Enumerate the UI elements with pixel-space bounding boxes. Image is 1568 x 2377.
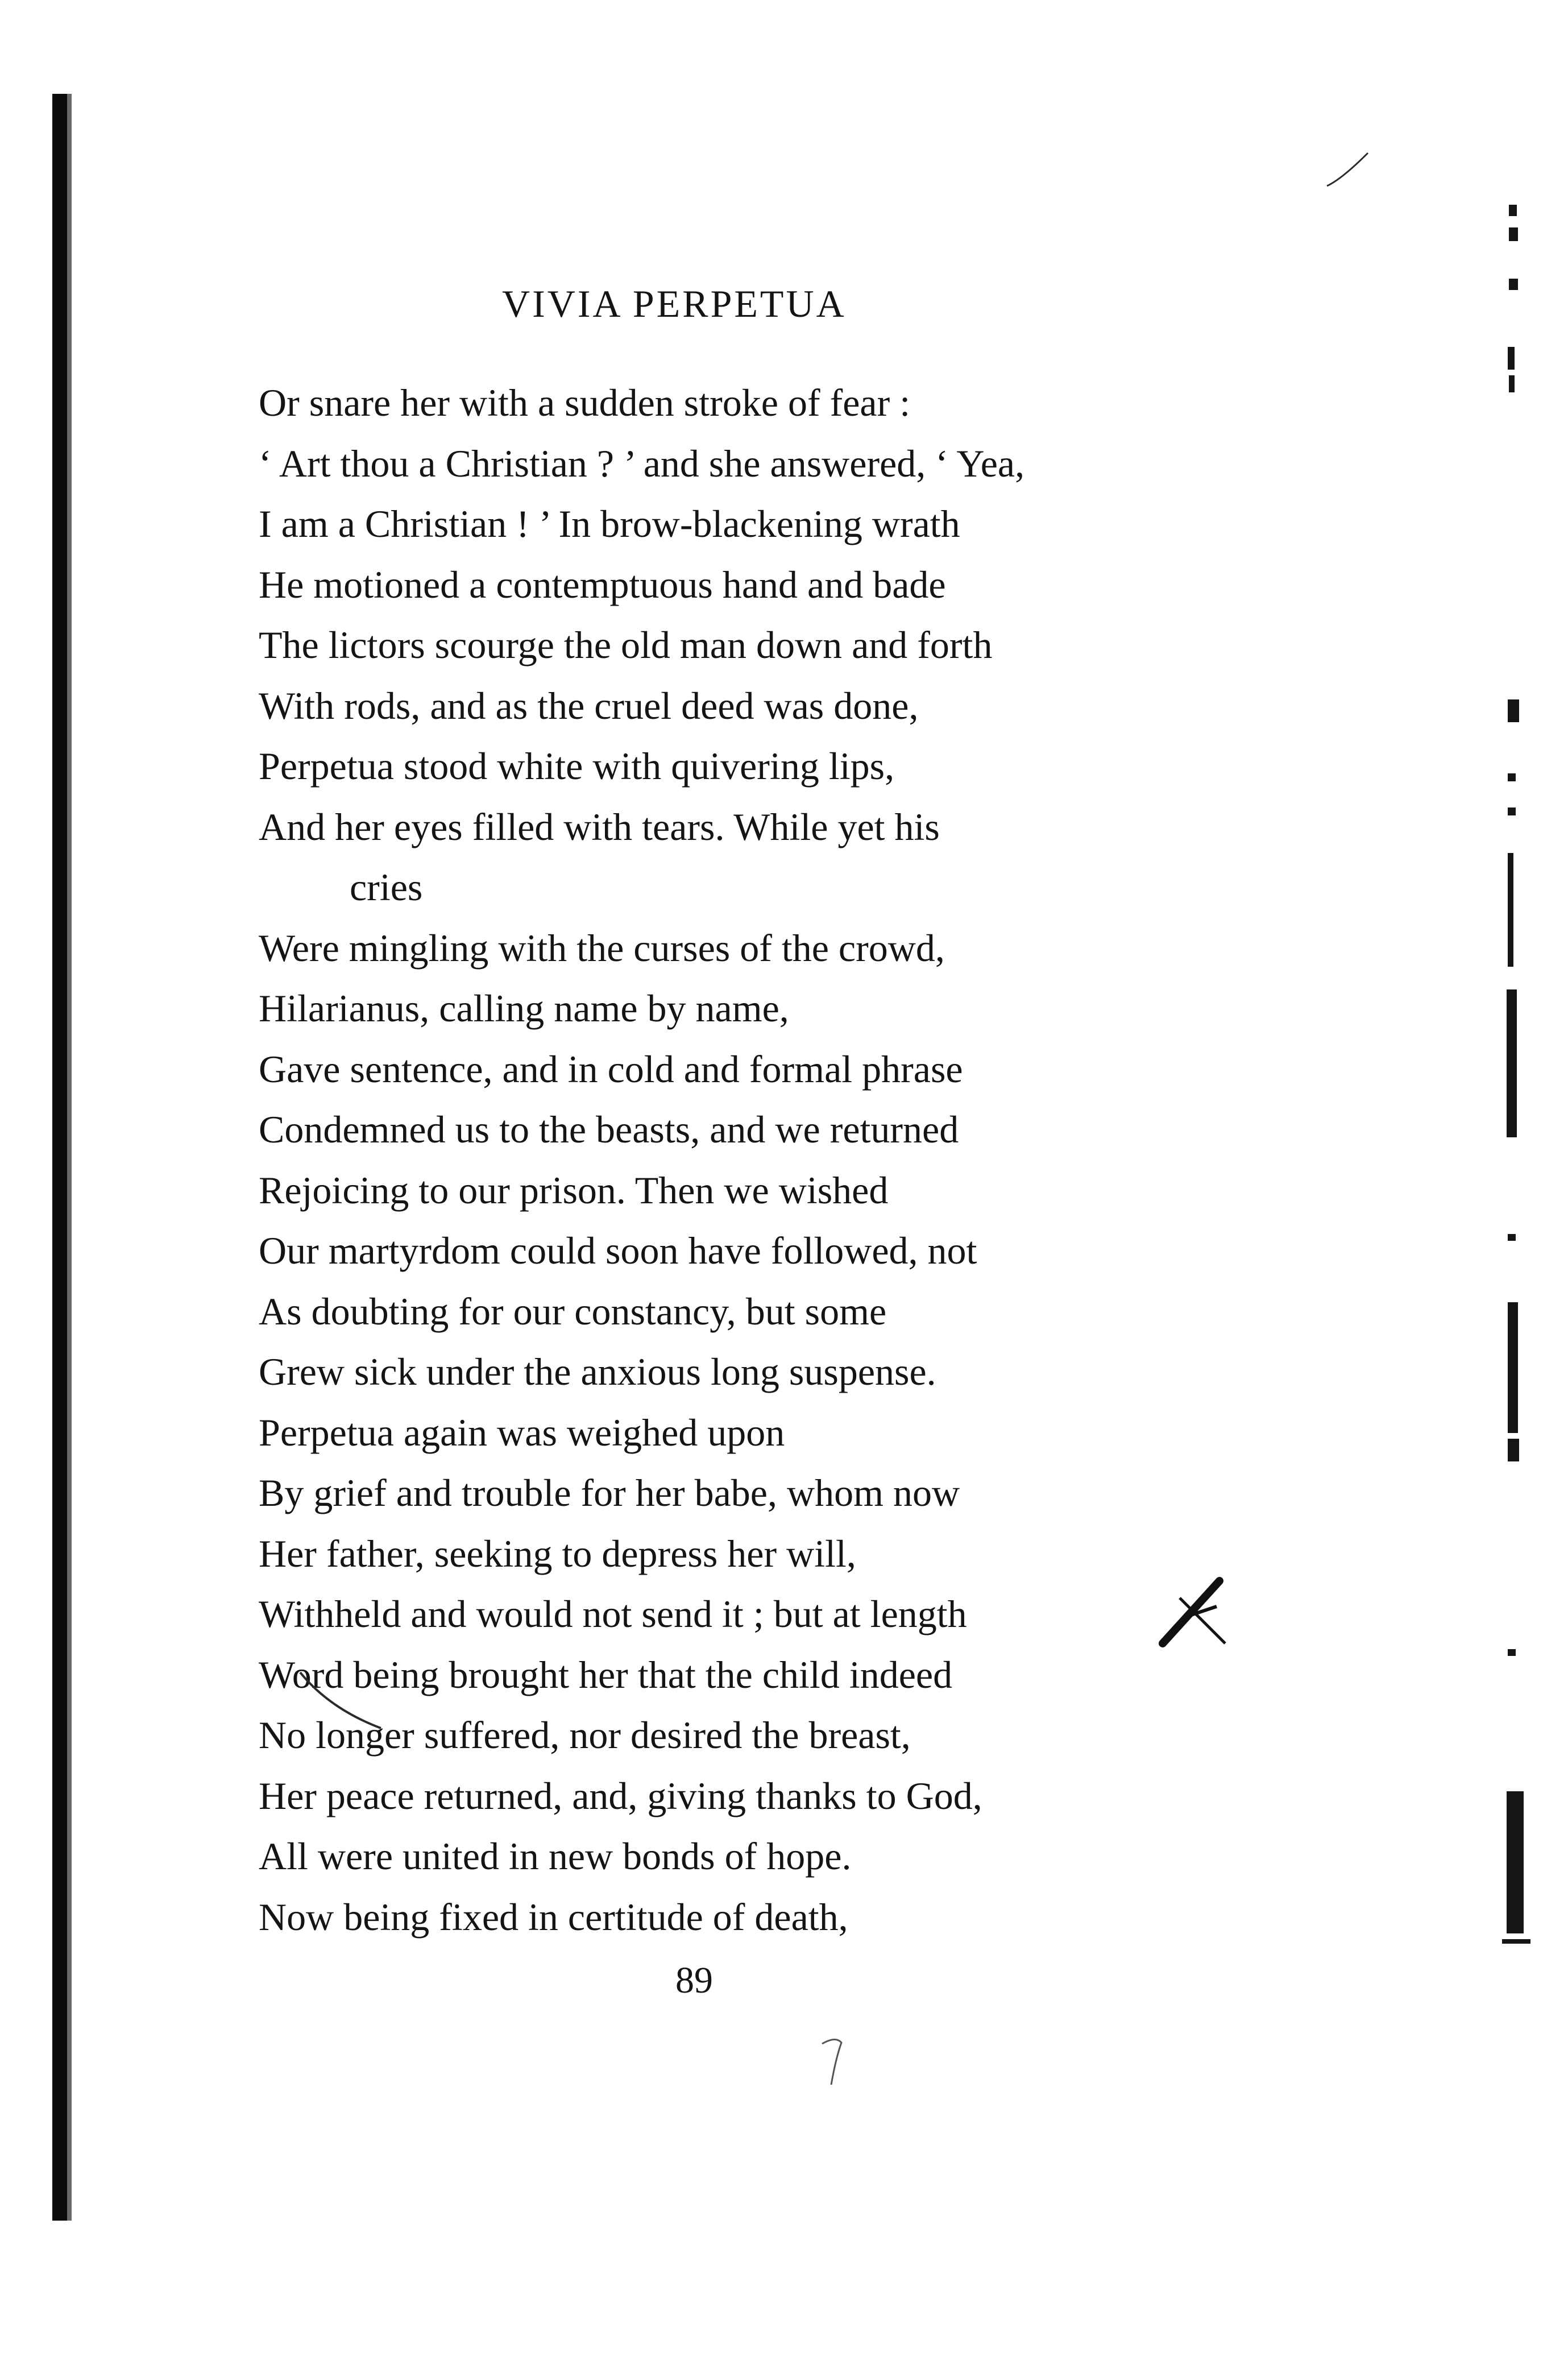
poem-line: Were mingling with the curses of the crowd, bbox=[259, 926, 945, 970]
pen-tick-mark-icon bbox=[1325, 151, 1370, 191]
poem-line: Now being fixed in certitude of death, bbox=[259, 1895, 848, 1939]
page-number: 89 bbox=[675, 1960, 713, 2001]
binding-edge bbox=[52, 94, 67, 2221]
poem-line: Grew sick under the anxious long suspense. bbox=[259, 1350, 936, 1393]
poem-line: I am a Christian ! ’ In brow-blackening wrath bbox=[259, 502, 960, 545]
poem-line: With rods, and as the cruel deed was done, bbox=[259, 684, 919, 727]
poem-line: Gave sentence, and in cold and formal phrase bbox=[259, 1047, 963, 1091]
poem-text bbox=[259, 372, 1254, 1947]
poem-line: Her peace returned, and, giving thanks to God, bbox=[259, 1774, 982, 1817]
poem-line: Rejoicing to our prison. Then we wished bbox=[259, 1168, 889, 1212]
poem-line: ‘ Art thou a Christian ? ’ and she answered, ‘ Yea, bbox=[259, 441, 1025, 485]
poem-line: Our martyrdom could soon have followed, not bbox=[259, 1229, 977, 1272]
poem-line-turnover: cries bbox=[350, 866, 423, 909]
poem-line: Condemned us to the beasts, and we returned bbox=[259, 1108, 959, 1151]
poem-line: All were united in new bonds of hope. bbox=[259, 1834, 852, 1878]
poem-line: And her eyes filled with tears. While yet his bbox=[259, 805, 940, 848]
poem-line: Or snare her with a sudden stroke of fear : bbox=[259, 381, 911, 424]
poem-line: Perpetua again was weighed upon bbox=[259, 1410, 785, 1454]
pen-stroke-mark-icon bbox=[296, 1669, 387, 1732]
poem-line: Withheld and would not send it ; but at length bbox=[259, 1592, 967, 1635]
pencil-mark-icon bbox=[819, 2036, 853, 2087]
binding-edge-shadow bbox=[67, 94, 72, 2221]
poem-line: Her father, seeking to depress her will, bbox=[259, 1531, 856, 1575]
running-head: VIVIA PERPETUA bbox=[502, 282, 847, 325]
poem-line: Perpetua stood white with quivering lips, bbox=[259, 744, 895, 788]
bleed-through-marks bbox=[1501, 205, 1535, 1911]
poem-line: Word being brought her that the child indeed bbox=[259, 1653, 953, 1696]
poem-line: Hilarianus, calling name by name, bbox=[259, 987, 789, 1030]
poem-line: The lictors scourge the old man down and forth bbox=[259, 623, 993, 666]
poem-line: By grief and trouble for her babe, whom now bbox=[259, 1471, 960, 1514]
poem-line: No longer suffered, nor desired the breast, bbox=[259, 1713, 911, 1757]
poem-line: He motioned a contemptuous hand and bade bbox=[259, 562, 946, 606]
poem-line: As doubting for our constancy, but some bbox=[259, 1289, 887, 1333]
pen-cross-mark-icon bbox=[1157, 1575, 1231, 1649]
